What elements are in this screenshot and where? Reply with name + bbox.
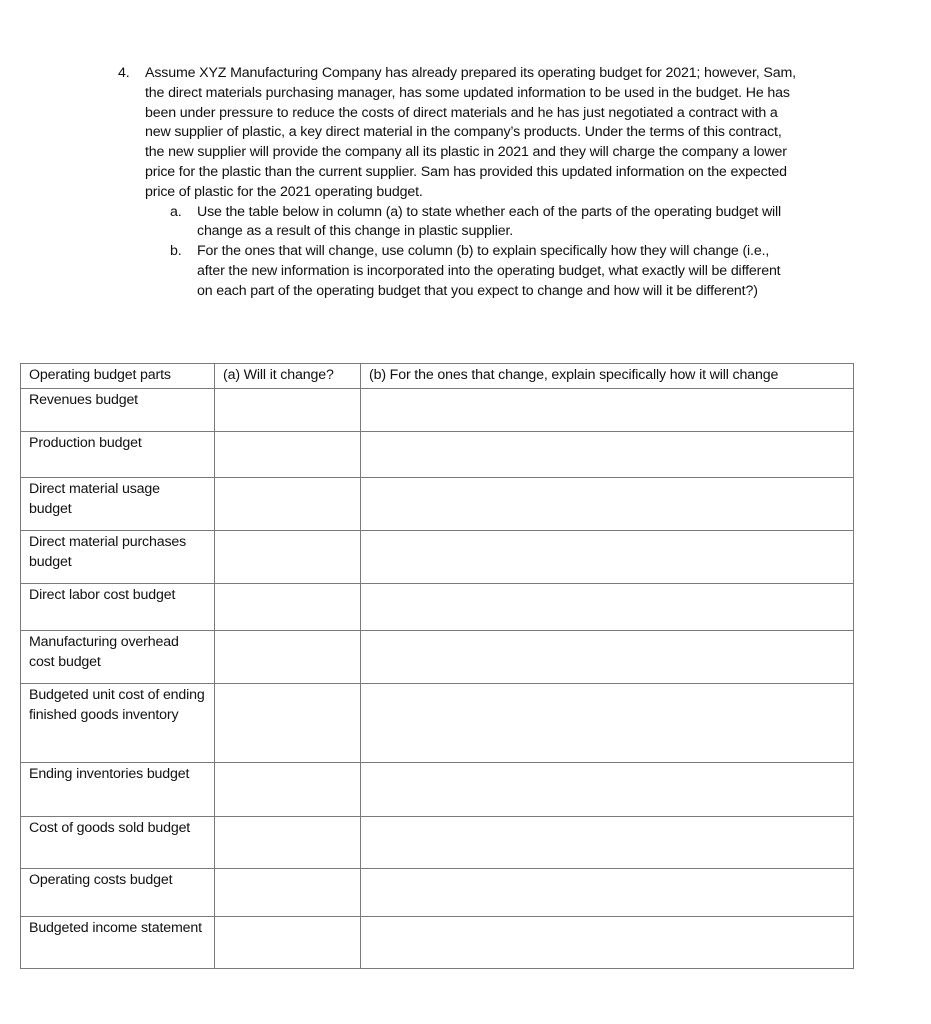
table-row: [21, 917, 854, 969]
explanation-cell[interactable]: [361, 584, 854, 631]
operating-budget-table: [20, 363, 854, 969]
header-will-change: (a) Will it change?: [215, 364, 361, 389]
will-change-cell[interactable]: [215, 531, 361, 584]
table-row: [21, 817, 854, 869]
header-parts: Operating budget parts: [21, 364, 215, 389]
will-change-cell[interactable]: [215, 478, 361, 531]
explanation-cell[interactable]: [361, 478, 854, 531]
question-part-a: [170, 203, 798, 243]
will-change-cell[interactable]: [215, 432, 361, 478]
explanation-cell[interactable]: [361, 817, 854, 869]
part-letter: b.: [170, 243, 182, 260]
row-part-label: Cost of goods sold budget: [21, 817, 215, 869]
row-part-label: Direct material purchases budget: [21, 531, 215, 584]
table-row: [21, 432, 854, 478]
table-row: [21, 869, 854, 917]
row-part-label: Direct labor cost budget: [21, 584, 215, 631]
table-row: [21, 684, 854, 763]
explanation-cell[interactable]: [361, 631, 854, 684]
question-number: 4.: [118, 65, 130, 81]
row-part-label: Ending inventories budget: [21, 763, 215, 817]
will-change-cell[interactable]: [215, 917, 361, 969]
part-letter: a.: [170, 203, 182, 220]
explanation-cell[interactable]: [361, 763, 854, 817]
table-row: [21, 584, 854, 631]
table-row: [21, 631, 854, 684]
will-change-cell[interactable]: [215, 631, 361, 684]
explanation-cell[interactable]: [361, 684, 854, 763]
question-main: [118, 64, 798, 203]
will-change-cell[interactable]: [215, 817, 361, 869]
part-text: Use the table below in column (a) to state whether each of the parts of the operating budget will change as a result of this change in plastic supplier.: [197, 203, 782, 240]
row-part-label: Budgeted income statement: [21, 917, 215, 969]
question-part-b: [170, 242, 798, 301]
row-part-label: Production budget: [21, 432, 215, 478]
explanation-cell[interactable]: [361, 432, 854, 478]
row-part-label: Direct material usage budget: [21, 478, 215, 531]
question-block: [118, 64, 798, 302]
explanation-cell[interactable]: [361, 917, 854, 969]
row-part-label: Operating costs budget: [21, 869, 215, 917]
explanation-cell[interactable]: [361, 869, 854, 917]
will-change-cell[interactable]: [215, 763, 361, 817]
explanation-cell[interactable]: [361, 389, 854, 432]
header-explanation: (b) For the ones that change, explain specifically how it will change: [361, 364, 854, 389]
row-part-label: Budgeted unit cost of ending finished goods inventory: [21, 684, 215, 763]
table-row: [21, 531, 854, 584]
will-change-cell[interactable]: [215, 869, 361, 917]
row-part-label: Revenues budget: [21, 389, 215, 432]
part-text: For the ones that will change, use column (b) to explain specifically how they will change (i.e., after the new information is incorporated into the operating budget, what exactly will be different on each part of the operating budget that you expect to change and how will it be different?): [197, 243, 781, 299]
will-change-cell[interactable]: [215, 389, 361, 432]
will-change-cell[interactable]: [215, 584, 361, 631]
table-header-row: [21, 364, 854, 389]
table-row: [21, 763, 854, 817]
question-text: Assume XYZ Manufacturing Company has already prepared its operating budget for 2021; however, Sam, the direct materials purchasing manager, has some updated information to be used in the budget. He has been under pressure to reduce the costs of direct materials and he has just negotiated a contract with a new supplier of plastic, a key direct material in the company’s products. Under the terms of this contract, the new supplier will provide the company all its plastic in 2021 and they will charge the company a lower price for the plastic than the current supplier. Sam has provided this updated information on the expected price of plastic for the 2021 operating budget.: [145, 65, 796, 200]
table-row: [21, 478, 854, 531]
explanation-cell[interactable]: [361, 531, 854, 584]
row-part-label: Manufacturing overhead cost budget: [21, 631, 215, 684]
table-row: [21, 389, 854, 432]
will-change-cell[interactable]: [215, 684, 361, 763]
